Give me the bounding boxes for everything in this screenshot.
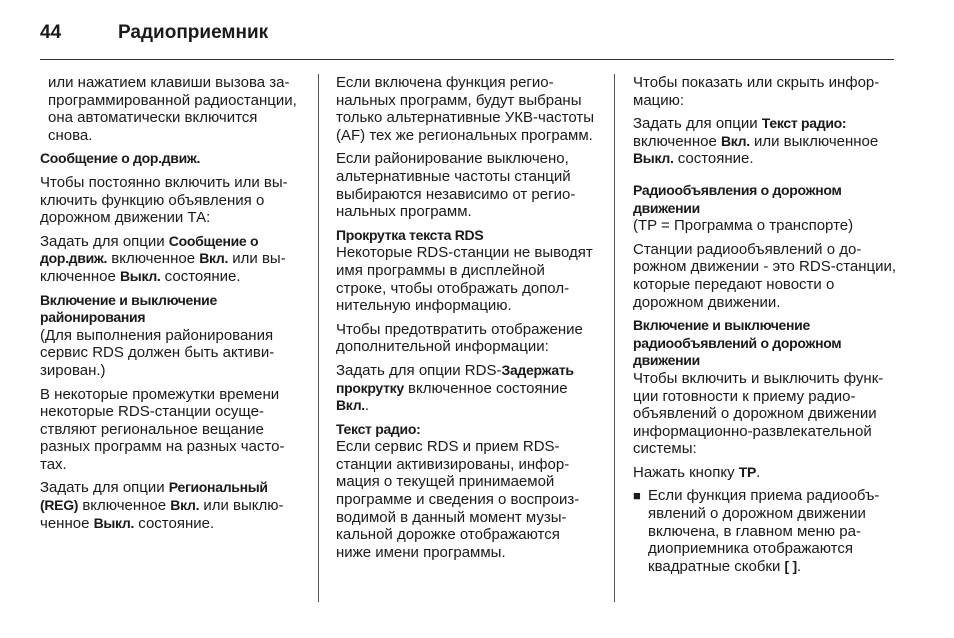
paragraph: Если включена функция региональных программ, будут выбраны только альтернативные УКВ-частоты (AF) тех же региональных программ. (336, 74, 595, 144)
paragraph: Задать для опции Региональный (REG) включенное Вкл. или выключенное Выкл. состояние. (40, 479, 284, 532)
page-header (40, 18, 894, 60)
paragraph: Задать для опции Текст радио: включенное Вкл. или выключенное Выкл. состояние. (633, 115, 879, 168)
column-divider (318, 74, 319, 602)
paragraph: Чтобы постоянно включить или выключить функцию объявления о дорожном движении ТА: (40, 173, 288, 227)
paragraph: Чтобы показать или скрыть информацию: (633, 74, 880, 109)
page-title: Радиоприемник (118, 22, 269, 43)
column-2 (336, 74, 598, 567)
bullet-item (633, 487, 897, 575)
bullet-text: Если функция приема радиообъявлений о дорожном движении включена, в главном меню радиоприемника отображаются квадратные скобки [ ]. (648, 487, 880, 575)
section-heading: Включение и выключение радиообъявлений о дорожном движении (633, 317, 842, 369)
column-1 (40, 74, 302, 538)
paragraph: Если районирование выключено, альтернативные частоты станций выбираются независимо от региональных программ. (336, 150, 576, 221)
paragraph: Чтобы предотвратить отображение дополнительной информации: (336, 320, 583, 356)
square-bullet-icon: ■ (633, 488, 641, 504)
paragraph: (Для выполнения районирования сервис RDS должен быть активизирован.) (40, 326, 275, 379)
page-number: 44 (40, 22, 62, 43)
section-heading: Сообщение о дор.движ. (40, 150, 201, 167)
paragraph: (TP = Программа о транспорте) (633, 217, 854, 235)
section-heading: Прокрутка текста RDS (336, 226, 484, 243)
paragraph: Если сервис RDS и прием RDS-станции активизированы, информация о текущей принимаемой программе и сведения о воспроизводимой в данный момент музыкальной дорожке отображаются ниже имени программы. (336, 438, 580, 561)
paragraph: Задать для опции RDS-Задержать прокрутку включенное состояние Вкл.. (336, 361, 574, 415)
header-divider (40, 59, 894, 60)
column-3 (633, 74, 897, 575)
section-heading: Включение и выключение районирования (40, 291, 217, 326)
paragraph: В некоторые промежутки времени некоторые RDS-станции осуществляют региональное вещание разных программ на разных частотах. (40, 385, 285, 473)
paragraph: Задать для опции Сообщение о дор.движ. включенное Вкл. или выключенное Выкл. состояние. (40, 232, 286, 285)
paragraph: Станции радиообъявлений о дорожном движении - это RDS-станции, которые передают новости о дорожном движении. (633, 240, 897, 311)
paragraph: Нажать кнопку TP. (633, 463, 761, 481)
section-heading: Текст радио: (336, 420, 421, 437)
paragraph: или нажатием клавиши вызова запрограммированной радиостанции, она автоматически включится снова. (48, 74, 297, 144)
paragraph: Чтобы включить и выключить функции готовности к приему радиообъявлений о дорожном движении информационно-развлекательной системы: (633, 369, 884, 458)
paragraph: Некоторые RDS-станции не выводят имя программы в дисплейной строке, чтобы отображать дополнительную информацию. (336, 244, 593, 315)
column-divider (614, 74, 615, 602)
section-heading: Радиообъявления о дорожном движении (633, 181, 842, 216)
